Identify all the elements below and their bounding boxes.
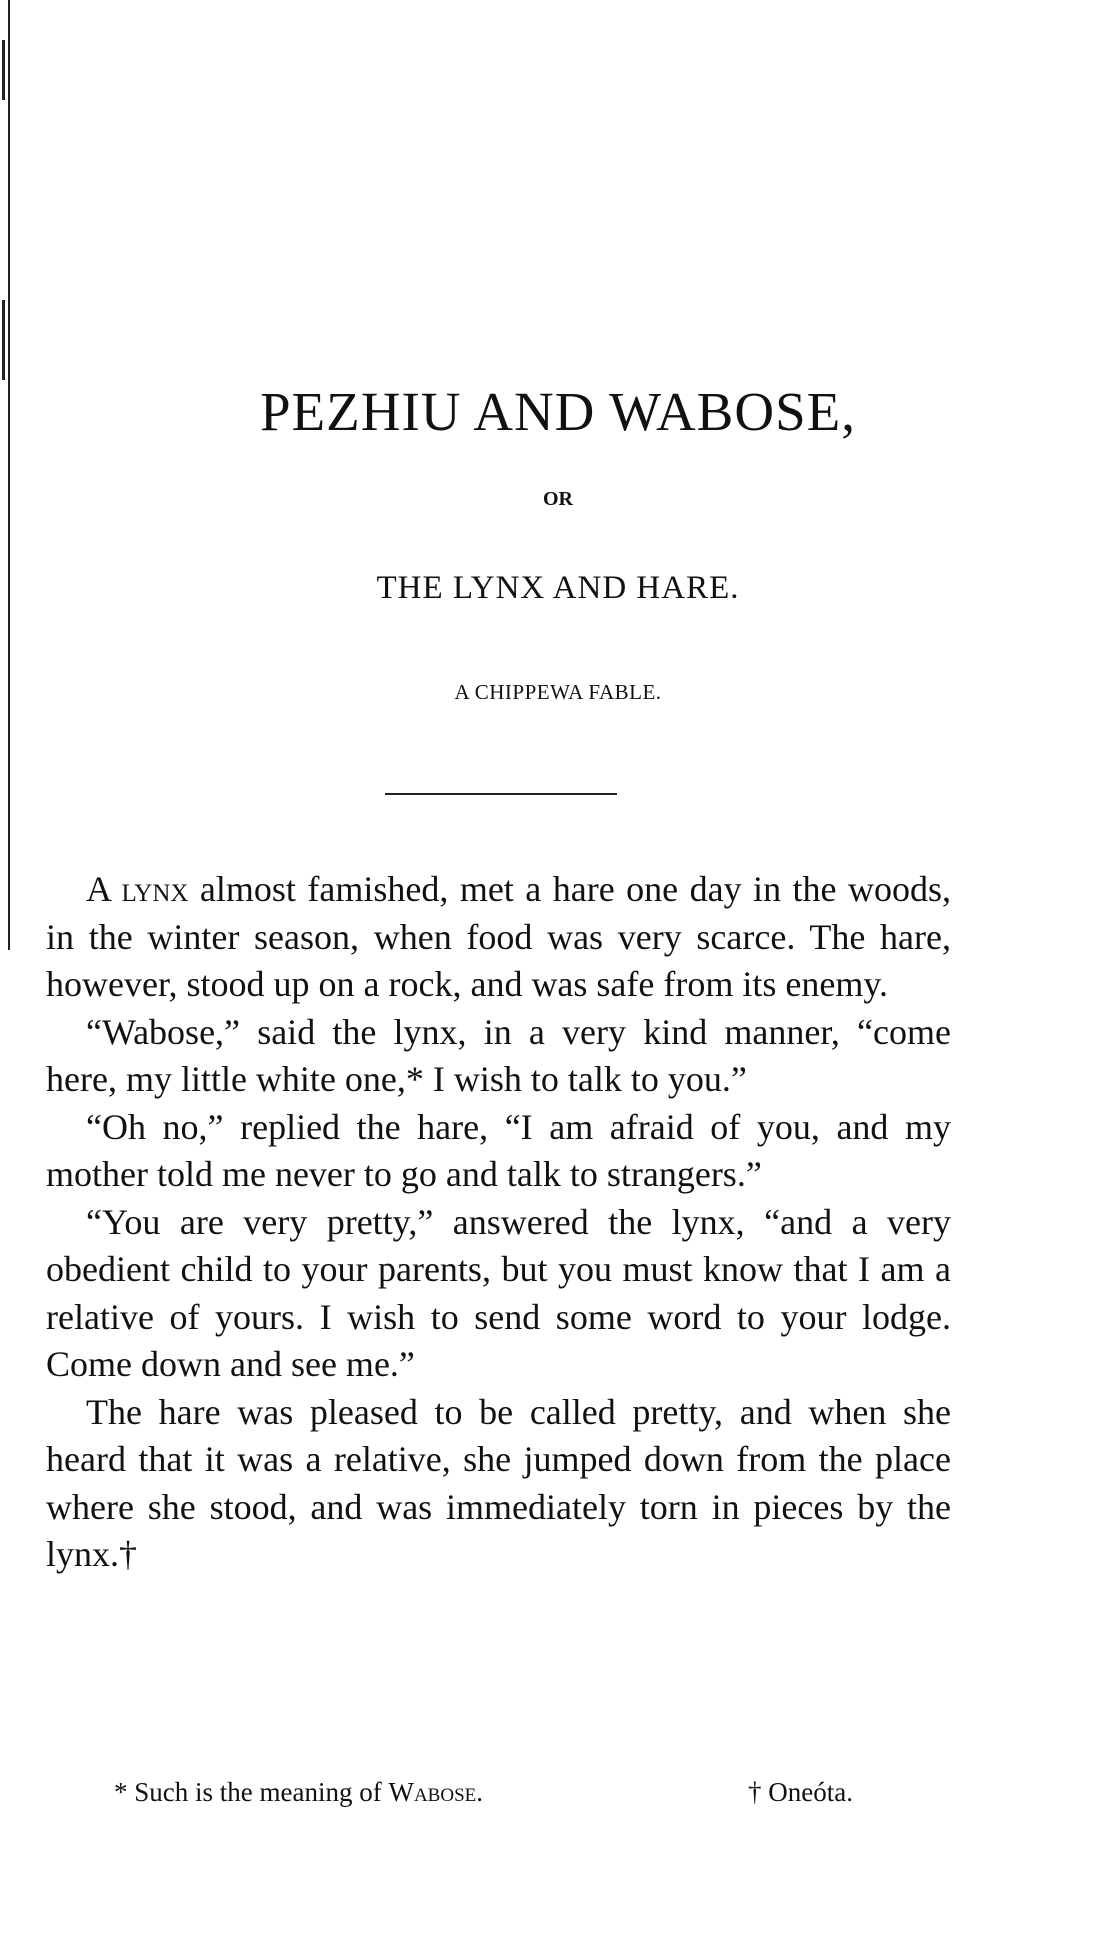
paragraph-text: almost famished, met a hare one day in the woods, in the winter season, when food was very scarce. The hare, however, stood up on a rock, and was safe from its enemy. xyxy=(46,869,952,1004)
footnote-text: * Such is the meaning of xyxy=(114,1777,389,1807)
fable-origin: A CHIPPEWA FABLE. xyxy=(454,680,662,704)
footnote-text: . xyxy=(476,1777,483,1807)
page-spine-mark xyxy=(2,300,5,380)
paragraph-lead: A xyxy=(86,869,111,909)
paragraph: “Wabose,” said the lynx, in a very kind manner, “come here, my little white one,* I wish to talk to you.” xyxy=(46,1011,951,1099)
footnote-smallcaps: Wabose xyxy=(388,1777,477,1807)
footnote-dagger: † Oneóta. xyxy=(748,1777,853,1807)
fable-body xyxy=(46,866,951,1579)
paragraph: “Oh no,” replied the hare, “I am afraid of you, and my mother told me never to go and talk to strangers.” xyxy=(46,1106,951,1194)
page-spine-edge xyxy=(8,0,10,950)
divider-rule xyxy=(385,793,617,795)
title-or: OR xyxy=(543,488,573,510)
fable-title: PEZHIU AND WABOSE, xyxy=(259,381,857,442)
paragraph-smallcaps: lynx xyxy=(121,869,189,909)
paragraph: The hare was pleased to be called pretty, and when she heard that it was a relative, she jumped down from the place where she stood, and was immediately torn in pieces by the lynx.† xyxy=(46,1391,951,1574)
fable-subtitle: THE LYNX AND HARE. xyxy=(376,570,740,606)
paragraph xyxy=(46,866,951,1009)
paragraph: “You are very pretty,” answered the lynx, “and a very obedient child to your parents, but you must know that I am a relative of yours. I wish to send some word to your lodge. Come down and see me.” xyxy=(46,1201,951,1384)
page-spine-mark xyxy=(2,40,5,100)
footnote-asterisk xyxy=(114,1777,483,1808)
